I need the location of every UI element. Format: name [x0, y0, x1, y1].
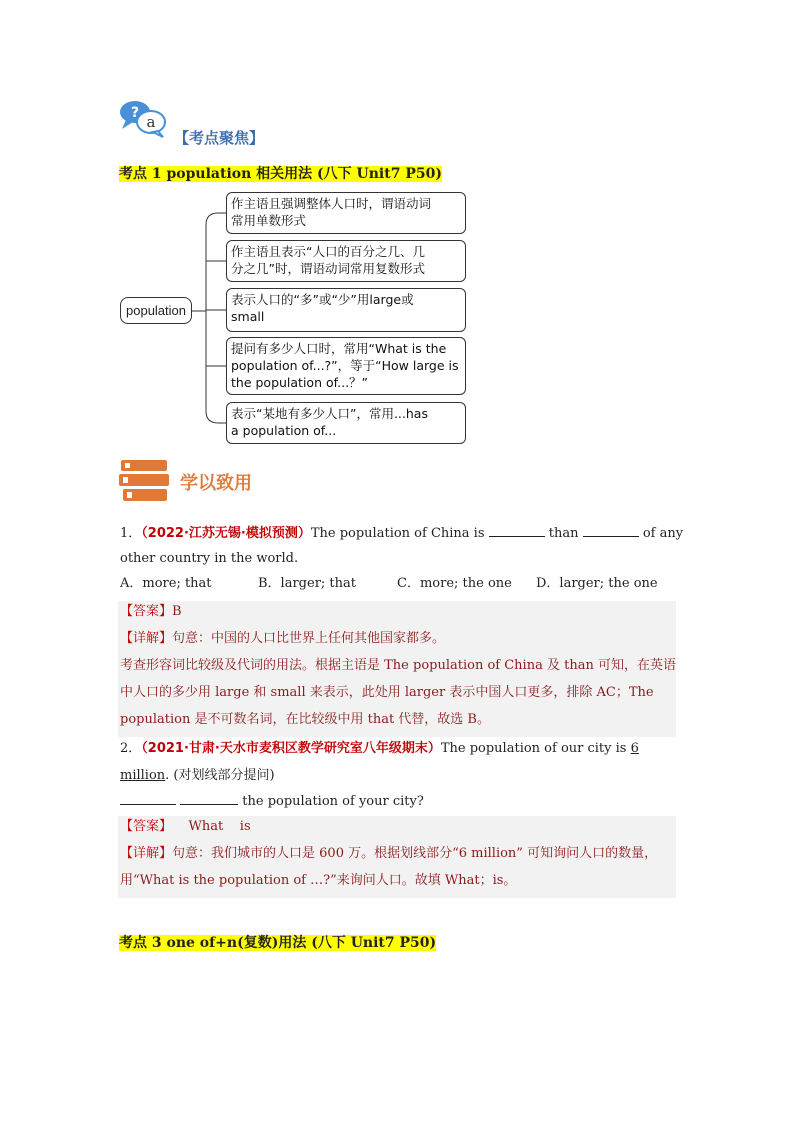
q2-answer: 【答案】 What is — [120, 819, 251, 834]
books-icon — [119, 458, 171, 502]
q1-options — [120, 572, 658, 596]
q1-detail-1: 【详解】句意：中国的人口比世界上任何其他国家都多。 — [120, 631, 446, 646]
q1-option-a: A．more; that — [120, 576, 212, 591]
q1-answer: 【答案】B — [120, 604, 182, 619]
q2-stem-line3: the population of your city? — [120, 790, 424, 814]
q2-detail-1: 【详解】句意：我们城市的人口是 600 万。根据划线部分“6 million” 可知询问人口的数量， — [120, 846, 658, 861]
mindmap-node: 表示“某地有多少人口”，常用...has a population of... — [226, 402, 466, 444]
q1-option-c: C．more; the one — [397, 576, 512, 591]
q1-option-d: D．larger; the one — [536, 576, 658, 591]
q1-detail-3: 中人口的多少用 large 和 small 来表示，此处用 larger 表示中国人口更多，排除 AC；The — [120, 685, 654, 700]
mindmap-node: 表示人口的“多”或“少”用large或 small — [226, 288, 466, 332]
kaodian-1-title: 考点 1 population 相关用法 (八下 Unit7 P50) — [119, 166, 442, 182]
speech-bubbles-icon — [118, 98, 168, 138]
mindmap-root: population — [120, 297, 192, 324]
q2-stem-line2: million. (对划线部分提问) — [120, 768, 275, 783]
kaodian-3-title: 考点 3 one of+n(复数)用法 (八下 Unit7 P50) — [119, 935, 437, 951]
q1-detail-2: 考查形容词比较级及代词的用法。根据主语是 The population of China 及 than 可知，在英语 — [120, 658, 676, 673]
svg-text:a: a — [146, 113, 156, 131]
q2-stem: 2．（2021·甘肃·天水市麦积区教学研究室八年级期末）The population of our city is 6 — [120, 741, 639, 756]
q1-stem: 1．（2022·江苏无锡·模拟预测）The population of China is than of any — [120, 522, 683, 546]
mindmap-node: 提问有多少人口时，常用“What is the population of...?”，等于“How large is the population of...？” — [226, 337, 466, 395]
svg-text:?: ? — [130, 105, 140, 121]
q1-option-b: B．larger; that — [258, 576, 356, 591]
mindmap-node: 作主语且表示“人口的百分之几、几 分之几”时，谓语动词常用复数形式 — [226, 240, 466, 282]
section-title-focus: 【考点聚焦】 — [174, 129, 265, 147]
q2-detail-2: 用“What is the population of …?”来询问人口。故填 What；is。 — [120, 873, 517, 888]
q1-detail-4: population 是不可数名词，在比较级中用 that 代替，故选 B。 — [120, 712, 490, 727]
mindmap-node: 作主语且强调整体人口时，谓语动词 常用单数形式 — [226, 192, 466, 234]
section-title-practice: 学以致用 — [180, 473, 252, 494]
q1-stem-line2: other country in the world. — [120, 551, 299, 566]
